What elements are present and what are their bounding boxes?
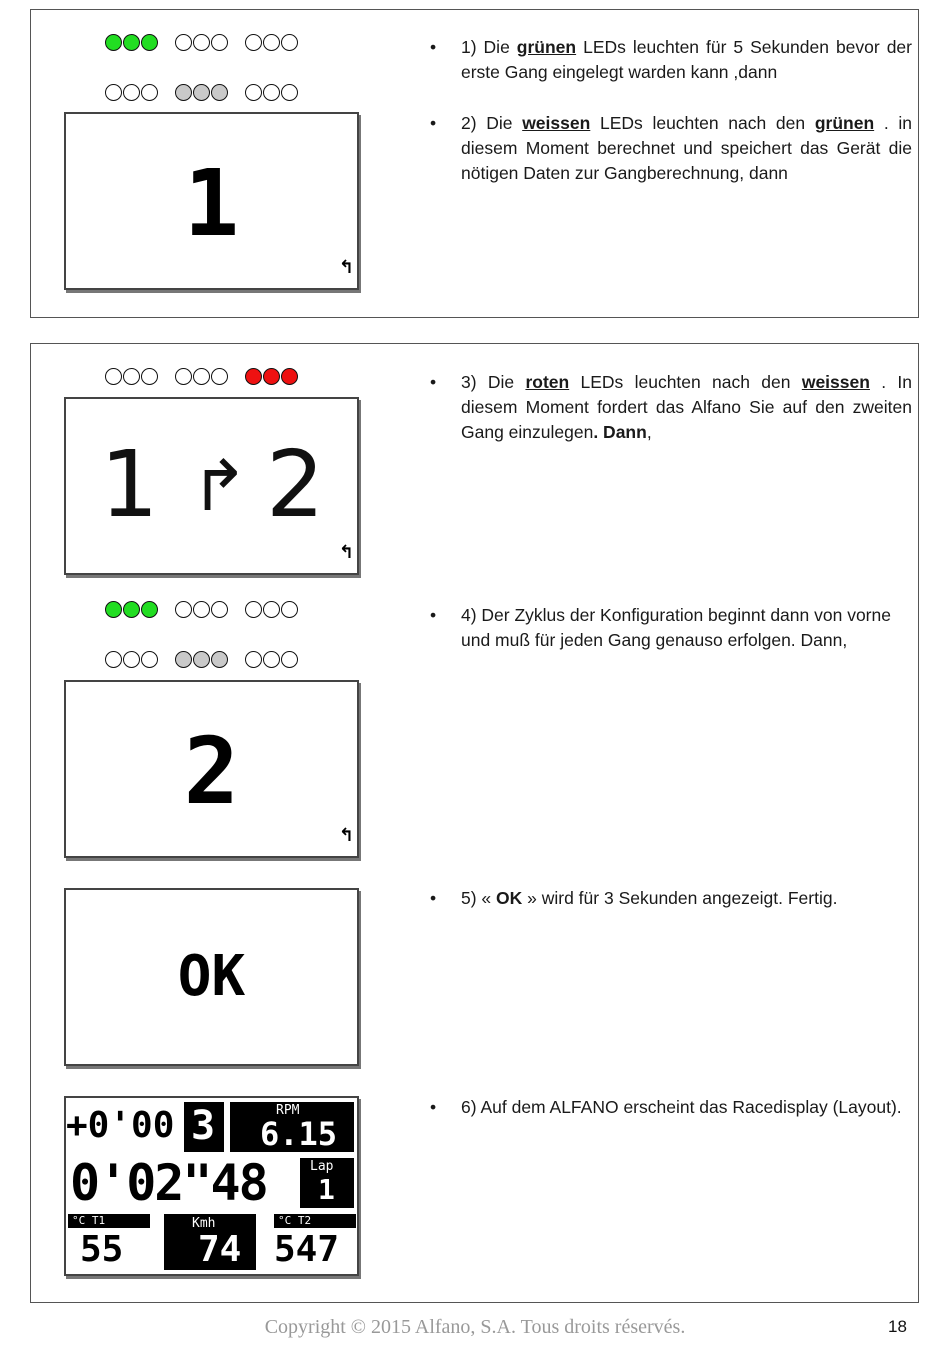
led-off-icon bbox=[141, 651, 158, 668]
bullet-dot: • bbox=[430, 605, 437, 625]
led-off-icon bbox=[281, 651, 298, 668]
led-row-bottom-4 bbox=[105, 651, 299, 668]
speed-panel: Kmh 74 bbox=[164, 1214, 256, 1270]
led-group bbox=[245, 368, 299, 385]
led-off-icon bbox=[245, 84, 262, 101]
rpm-panel: RPM 6.15 bbox=[230, 1102, 354, 1152]
led-green-icon bbox=[105, 601, 122, 618]
led-white-icon bbox=[193, 84, 210, 101]
bullet-text: 4) Der Zyklus der Konfiguration beginnt dann von vorne und muß für jeden Gang genauso erfolgen. Dann, bbox=[461, 605, 891, 650]
led-off-icon bbox=[281, 84, 298, 101]
race-display bbox=[64, 1096, 359, 1276]
bullet-text: 3) Die roten LEDs leuchten nach den weissen . In diesem Moment fordert das Alfano Sie auf den zweiten Gang einzulegen. Dann, bbox=[461, 372, 913, 442]
shift-up-arrow-icon: ↱ bbox=[190, 445, 249, 527]
led-off-icon bbox=[123, 651, 140, 668]
back-arrow-icon: ↰ bbox=[338, 257, 354, 278]
display-screen-gear-1 bbox=[64, 112, 359, 290]
led-off-icon bbox=[211, 368, 228, 385]
led-off-icon bbox=[175, 34, 192, 51]
delta-time: +0'00 bbox=[66, 1105, 175, 1146]
bullet-dot: • bbox=[430, 372, 437, 392]
lap-panel: Lap 1 bbox=[300, 1158, 354, 1208]
led-group bbox=[105, 368, 159, 385]
led-group bbox=[175, 84, 229, 101]
display-screen-shift bbox=[64, 397, 359, 575]
page-number: 18 bbox=[888, 1317, 907, 1336]
led-off-icon bbox=[175, 368, 192, 385]
bullet-text: 2) Die weissen LEDs leuchten nach den grünen . in diesem Moment berechnet und speichert das Gerät die nötigen Daten zur Gangberechnung, dann bbox=[461, 113, 912, 183]
led-group bbox=[105, 601, 159, 618]
led-red-icon bbox=[281, 368, 298, 385]
led-green-icon bbox=[123, 34, 140, 51]
lap-time: 0'02"48 bbox=[70, 1154, 267, 1212]
led-group bbox=[105, 34, 159, 51]
led-group bbox=[245, 84, 299, 101]
display-screen-gear-2 bbox=[64, 680, 359, 858]
led-off-icon bbox=[211, 34, 228, 51]
footer-copyright: Copyright © 2015 Alfano, S.A. Tous droits réservés. bbox=[264, 1316, 686, 1338]
gear-number: 2 bbox=[183, 718, 240, 825]
bullet-text: 5) « OK » wird für 3 Sekunden angezeigt. Fertig. bbox=[461, 888, 838, 908]
bullet-dot: • bbox=[430, 1097, 437, 1117]
bullet-dot: • bbox=[430, 888, 437, 908]
t1-value: 55 bbox=[80, 1229, 124, 1270]
led-row-bottom-1 bbox=[105, 84, 299, 101]
led-off-icon bbox=[281, 34, 298, 51]
led-group bbox=[245, 601, 299, 618]
led-off-icon bbox=[141, 84, 158, 101]
led-off-icon bbox=[105, 651, 122, 668]
bullet-text: 6) Auf dem ALFANO erscheint das Racedisplay (Layout). bbox=[461, 1097, 902, 1117]
led-off-icon bbox=[211, 601, 228, 618]
led-group bbox=[245, 34, 299, 51]
gear-indicator: 3 bbox=[184, 1102, 224, 1152]
led-white-icon bbox=[211, 84, 228, 101]
led-green-icon bbox=[105, 34, 122, 51]
led-red-icon bbox=[263, 368, 280, 385]
led-off-icon bbox=[263, 34, 280, 51]
led-off-icon bbox=[105, 84, 122, 101]
back-arrow-icon: ↰ bbox=[338, 542, 354, 563]
gear-to: 2 bbox=[266, 431, 325, 538]
led-off-icon bbox=[175, 601, 192, 618]
led-green-icon bbox=[141, 601, 158, 618]
led-green-icon bbox=[141, 34, 158, 51]
led-row-top-4 bbox=[105, 601, 299, 618]
led-off-icon bbox=[123, 84, 140, 101]
led-group bbox=[105, 84, 159, 101]
bullet-dot: • bbox=[430, 37, 437, 57]
led-off-icon bbox=[263, 651, 280, 668]
led-row-top-1 bbox=[105, 34, 299, 51]
bullet-dot: • bbox=[430, 113, 437, 133]
display-screen-ok bbox=[64, 888, 359, 1066]
t1-label: °C T1 bbox=[68, 1214, 150, 1228]
led-off-icon bbox=[193, 601, 210, 618]
led-white-icon bbox=[211, 651, 228, 668]
led-off-icon bbox=[193, 34, 210, 51]
back-arrow-icon: ↰ bbox=[338, 825, 354, 846]
led-group bbox=[175, 368, 229, 385]
gear-from: 1 bbox=[100, 431, 159, 538]
led-white-icon bbox=[175, 651, 192, 668]
led-group bbox=[175, 601, 229, 618]
t2-label: °C T2 bbox=[274, 1214, 356, 1228]
led-off-icon bbox=[193, 368, 210, 385]
led-off-icon bbox=[105, 368, 122, 385]
led-off-icon bbox=[123, 368, 140, 385]
led-off-icon bbox=[245, 601, 262, 618]
led-off-icon bbox=[281, 601, 298, 618]
t2-value: 547 bbox=[274, 1229, 340, 1270]
led-off-icon bbox=[141, 368, 158, 385]
led-green-icon bbox=[123, 601, 140, 618]
led-off-icon bbox=[263, 601, 280, 618]
led-group bbox=[245, 651, 299, 668]
led-group bbox=[175, 651, 229, 668]
led-off-icon bbox=[245, 34, 262, 51]
led-off-icon bbox=[263, 84, 280, 101]
led-white-icon bbox=[193, 651, 210, 668]
led-red-icon bbox=[245, 368, 262, 385]
led-off-icon bbox=[245, 651, 262, 668]
gear-number: 1 bbox=[183, 150, 240, 257]
led-group bbox=[105, 651, 159, 668]
led-white-icon bbox=[175, 84, 192, 101]
bullet-text: 1) Die grünen LEDs leuchten für 5 Sekunden bevor der erste Gang eingelegt warden kann ,dann bbox=[461, 37, 912, 82]
ok-text: OK bbox=[177, 944, 246, 1009]
led-group bbox=[175, 34, 229, 51]
led-row-top-3 bbox=[105, 368, 299, 385]
